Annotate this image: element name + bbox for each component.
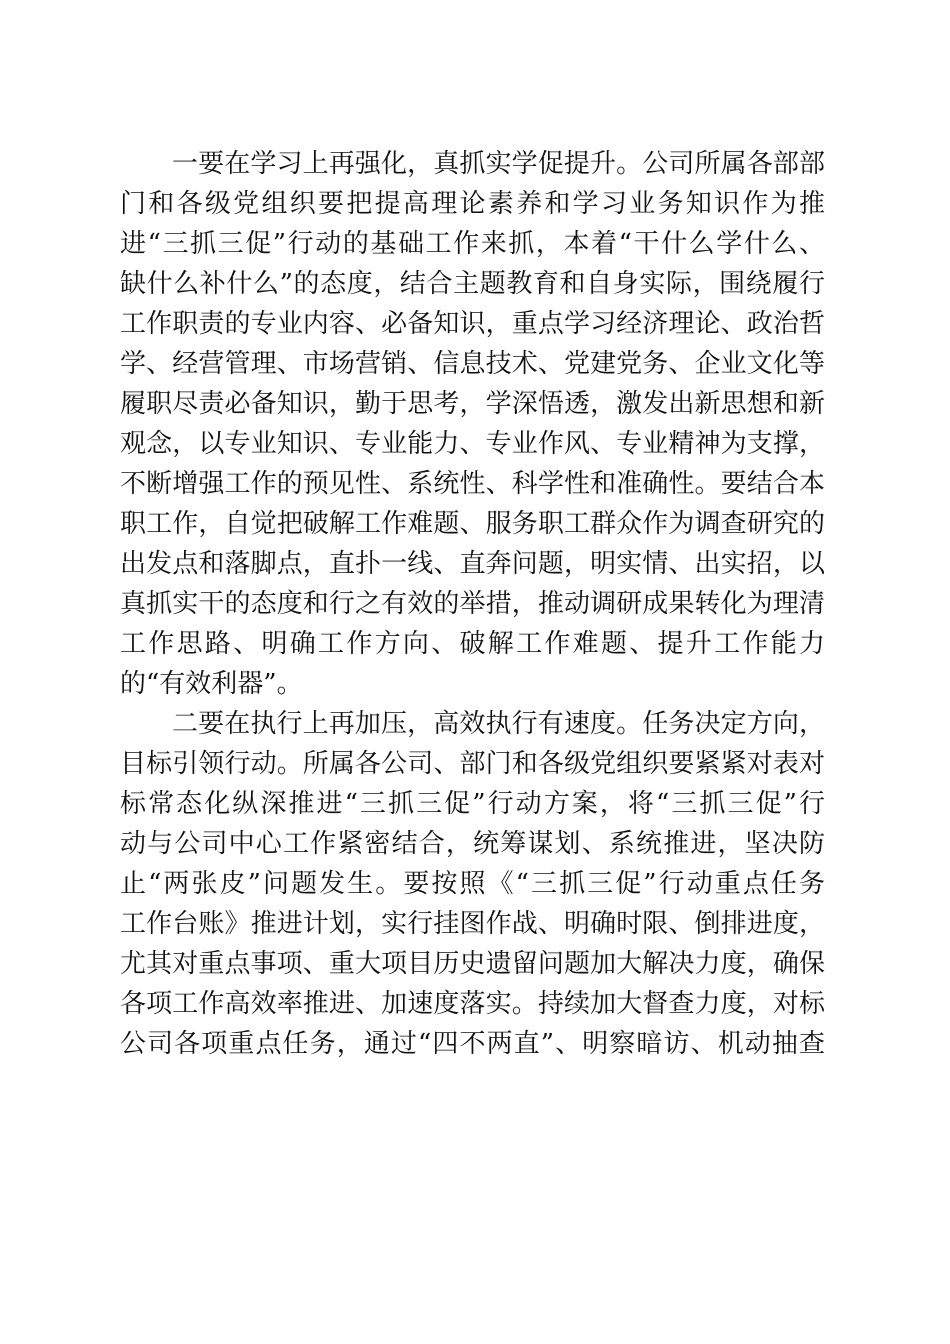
paragraph-2-line-5: 止“两张皮”问题发生。要按照《“三抓三促”行动重点任务 (120, 869, 825, 899)
paragraph-2-line-2: 目标引领行动。所属各公司、部门和各级党组织要紧紧对表对 (120, 749, 825, 779)
paragraph-1-line-9: 不断增强工作的预见性、系统性、科学性和准确性。要结合本 (120, 469, 825, 499)
paragraph-1-line-7: 履职尽责必备知识，勤于思考，学深悟透，激发出新思想和新 (120, 389, 825, 419)
paragraph-1-line-4: 缺什么补什么”的态度，结合主题教育和自身实际，围绕履行 (120, 269, 825, 299)
paragraph-1-line-8: 观念，以专业知识、专业能力、专业作风、专业精神为支撑， (120, 429, 825, 459)
paragraph-1-line-6: 学、经营管理、市场营销、信息技术、党建党务、企业文化等 (120, 349, 825, 379)
paragraph-2-line-7: 尤其对重点事项、重大项目历史遗留问题加大解决力度，确保 (120, 949, 825, 979)
paragraph-2-line-4: 动与公司中心工作紧密结合，统筹谋划、系统推进，坚决防 (120, 829, 825, 859)
paragraph-2-line-3: 标常态化纵深推进“三抓三促”行动方案，将“三抓三促”行 (120, 789, 825, 819)
paragraph-1-line-12: 真抓实干的态度和行之有效的举措，推动调研成果转化为理清 (120, 589, 825, 619)
paragraph-1-line-10: 职工作，自觉把破解工作难题、服务职工群众作为调查研究的 (120, 509, 825, 539)
paragraph-2-line-8: 各项工作高效率推进、加速度落实。持续加大督查力度，对标 (120, 989, 825, 1019)
paragraph-2-line-6: 工作台账》推进计划，实行挂图作战、明确时限、倒排进度， (120, 909, 825, 939)
paragraph-1-line-1: 一要在学习上再强化，真抓实学促提升。公司所属各部部 (172, 149, 825, 179)
paragraph-1-line-13: 工作思路、明确工作方向、破解工作难题、提升工作能力 (120, 629, 825, 659)
paragraph-1-line-3: 进“三抓三促”行动的基础工作来抓，本着“干什么学什么、 (120, 229, 825, 259)
paragraph-2-line-9: 公司各项重点任务，通过“四不两直”、明察暗访、机动抽查 (120, 1029, 825, 1059)
paragraph-1-line-5: 工作职责的专业内容、必备知识，重点学习经济理论、政治哲 (120, 309, 825, 339)
paragraph-1-line-2: 门和各级党组织要把提高理论素养和学习业务知识作为推 (120, 189, 825, 219)
paragraph-1-line-14: 的“有效利器”。 (120, 669, 303, 699)
paragraph-2-line-1: 二要在执行上再加压，高效执行有速度。任务决定方向， (172, 709, 825, 739)
paragraph-1-line-11: 出发点和落脚点，直扑一线、直奔问题，明实情、出实招，以 (120, 549, 825, 579)
